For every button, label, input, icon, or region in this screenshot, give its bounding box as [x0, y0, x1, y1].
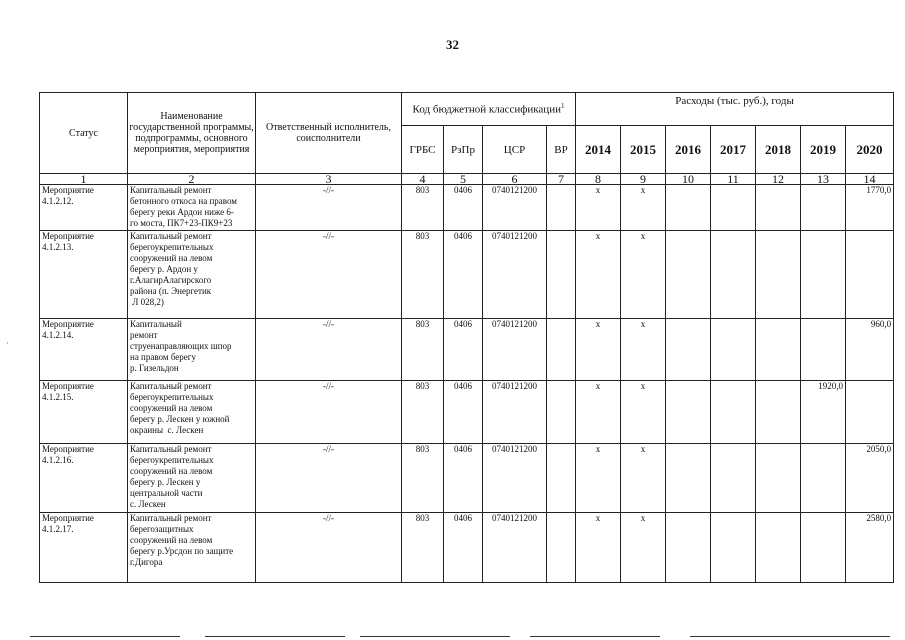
bottom-rule — [360, 636, 510, 637]
year-2016-cell — [666, 381, 711, 444]
status-line: 4.1.2.14. — [42, 330, 74, 340]
name-line: берегоукрепительных — [130, 392, 214, 402]
status-line: 4.1.2.13. — [42, 242, 74, 252]
year-2015-cell: x — [621, 381, 666, 444]
column-number: 5 — [444, 174, 483, 185]
vr-cell — [547, 444, 576, 513]
name-line: берегу р.Урсдон по защите — [130, 546, 234, 556]
executor-cell: -//- — [256, 381, 402, 444]
status-line: Мероприятие — [42, 231, 94, 241]
grbs-cell: 803 — [402, 381, 444, 444]
rzpr-cell: 0406 — [444, 381, 483, 444]
year-2016-cell — [666, 319, 711, 381]
name-line: центральной части — [130, 488, 203, 498]
status-line: 4.1.2.12. — [42, 196, 74, 206]
table-row — [40, 444, 894, 513]
year-2017-cell — [711, 381, 756, 444]
name-line: Капитальный ремонт — [130, 185, 212, 195]
year-2019-cell: 1920,0 — [801, 381, 846, 444]
name-line: р. Гизельдон — [130, 363, 179, 373]
name-line: Капитальный — [130, 319, 182, 329]
header-year-2018: 2018 — [756, 126, 801, 174]
column-number: 10 — [666, 174, 711, 185]
year-2014-cell: x — [576, 381, 621, 444]
name-line: берегозащитных — [130, 524, 194, 534]
year-2016-cell — [666, 185, 711, 231]
column-number: 3 — [256, 174, 402, 185]
table-row — [40, 381, 894, 444]
bottom-rule — [205, 636, 345, 637]
header-year-2020: 2020 — [846, 126, 894, 174]
table-row — [40, 185, 894, 231]
status-line: Мероприятие — [42, 513, 94, 523]
name-line: сооружений на левом — [130, 466, 213, 476]
name-line: Капитальный ремонт — [130, 444, 212, 454]
name-cell — [128, 444, 256, 513]
year-2018-cell — [756, 444, 801, 513]
vr-cell — [547, 381, 576, 444]
year-2019-cell — [801, 231, 846, 319]
bottom-rule — [30, 636, 180, 637]
status-line: Мероприятие — [42, 381, 94, 391]
header-year-2014: 2014 — [576, 126, 621, 174]
column-number: 8 — [576, 174, 621, 185]
scan-mark: · — [6, 338, 9, 348]
year-2014-cell: x — [576, 513, 621, 583]
csr-cell: 0740121200 — [483, 444, 547, 513]
status-line: Мероприятие — [42, 444, 94, 454]
year-2014-cell: x — [576, 231, 621, 319]
column-number: 9 — [621, 174, 666, 185]
column-number: 1 — [40, 174, 128, 185]
name-line: района (п. Энергетик — [130, 286, 212, 296]
year-2018-cell — [756, 319, 801, 381]
bottom-rule — [690, 636, 890, 637]
grbs-cell: 803 — [402, 319, 444, 381]
year-2016-cell — [666, 444, 711, 513]
status-cell — [40, 444, 128, 513]
vr-cell — [547, 231, 576, 319]
year-2014-cell: x — [576, 444, 621, 513]
year-2018-cell — [756, 231, 801, 319]
status-cell — [40, 381, 128, 444]
year-2019-cell — [801, 185, 846, 231]
rzpr-cell: 0406 — [444, 319, 483, 381]
name-cell — [128, 513, 256, 583]
year-2020-cell — [846, 231, 894, 319]
table-row — [40, 319, 894, 381]
vr-cell — [547, 319, 576, 381]
status-cell — [40, 319, 128, 381]
year-2020-cell: 960,0 — [846, 319, 894, 381]
name-line: на правом берегу — [130, 352, 196, 362]
grbs-cell: 803 — [402, 185, 444, 231]
year-2019-cell — [801, 319, 846, 381]
year-2018-cell — [756, 185, 801, 231]
header-budget-code-text: Код бюджетной классификации — [412, 103, 561, 116]
name-line: берегу р. Лескен у южной — [130, 414, 230, 424]
header-status: Статус — [40, 93, 128, 174]
name-cell — [128, 185, 256, 231]
executor-cell: -//- — [256, 231, 402, 319]
csr-cell: 0740121200 — [483, 231, 547, 319]
csr-cell: 0740121200 — [483, 381, 547, 444]
executor-cell: -//- — [256, 444, 402, 513]
name-line: берегу реки Ардон ниже 6- — [130, 207, 234, 217]
year-2015-cell: x — [621, 319, 666, 381]
name-cell — [128, 381, 256, 444]
executor-cell: -//- — [256, 185, 402, 231]
status-line: 4.1.2.17. — [42, 524, 74, 534]
rzpr-cell: 0406 — [444, 444, 483, 513]
year-2016-cell — [666, 231, 711, 319]
column-number: 13 — [801, 174, 846, 185]
header-expenses: Расходы (тыс. руб.), годы — [576, 93, 894, 126]
column-number: 2 — [128, 174, 256, 185]
status-line: 4.1.2.16. — [42, 455, 74, 465]
header-code-vr: ВР — [547, 126, 576, 174]
header-year-2017: 2017 — [711, 126, 756, 174]
year-2019-cell — [801, 444, 846, 513]
csr-cell: 0740121200 — [483, 185, 547, 231]
column-number: 6 — [483, 174, 547, 185]
name-line: Капитальный ремонт — [130, 513, 212, 523]
grbs-cell: 803 — [402, 444, 444, 513]
status-line: 4.1.2.15. — [42, 392, 74, 402]
column-number: 11 — [711, 174, 756, 185]
year-2020-cell: 2050,0 — [846, 444, 894, 513]
year-2020-cell — [846, 381, 894, 444]
header-year-2016: 2016 — [666, 126, 711, 174]
table-row — [40, 231, 894, 319]
header-code-grbs: ГРБС — [402, 126, 444, 174]
status-line: Мероприятие — [42, 185, 94, 195]
column-number-row — [40, 174, 894, 185]
name-line: струенаправляющих шпор — [130, 341, 232, 351]
status-cell — [40, 185, 128, 231]
name-line: окраины с. Лескен — [130, 425, 204, 435]
header-code-rzpr: РзПр — [444, 126, 483, 174]
page-number: 32 — [446, 37, 459, 52]
name-line: бетонного откоса на правом — [130, 196, 238, 206]
header-name: Наименование государственной программы, подпрограммы, основного мероприятия, мероприятия — [128, 93, 256, 174]
name-line: Капитальный ремонт — [130, 231, 212, 241]
year-2015-cell: x — [621, 185, 666, 231]
year-2015-cell: x — [621, 513, 666, 583]
name-line: г.Дигора — [130, 557, 163, 567]
year-2020-cell: 1770,0 — [846, 185, 894, 231]
vr-cell — [547, 185, 576, 231]
year-2015-cell: x — [621, 231, 666, 319]
header-year-2015: 2015 — [621, 126, 666, 174]
column-number: 7 — [547, 174, 576, 185]
name-line: сооружений на левом — [130, 253, 213, 263]
bottom-rule — [530, 636, 660, 637]
status-cell — [40, 231, 128, 319]
status-cell — [40, 513, 128, 583]
vr-cell — [547, 513, 576, 583]
rzpr-cell: 0406 — [444, 185, 483, 231]
name-line: берегу р. Ардон у — [130, 264, 198, 274]
grbs-cell: 803 — [402, 231, 444, 319]
executor-cell: -//- — [256, 319, 402, 381]
name-line: берегоукрепительных — [130, 242, 214, 252]
rzpr-cell: 0406 — [444, 513, 483, 583]
name-cell — [128, 231, 256, 319]
column-number: 14 — [846, 174, 894, 185]
year-2019-cell — [801, 513, 846, 583]
column-number: 12 — [756, 174, 801, 185]
year-2015-cell: x — [621, 444, 666, 513]
table-row — [40, 513, 894, 583]
year-2018-cell — [756, 381, 801, 444]
name-line: сооружений на левом — [130, 403, 213, 413]
year-2017-cell — [711, 513, 756, 583]
header-budget-code — [402, 93, 576, 126]
year-2017-cell — [711, 444, 756, 513]
name-line: Капитальный ремонт — [130, 381, 212, 391]
header-executor: Ответственный исполнитель, соисполнители — [256, 93, 402, 174]
year-2016-cell — [666, 513, 711, 583]
name-line: ремонт — [130, 330, 158, 340]
column-number: 4 — [402, 174, 444, 185]
status-line: Мероприятие — [42, 319, 94, 329]
year-2020-cell: 2580,0 — [846, 513, 894, 583]
name-line: берегу р. Лескен у — [130, 477, 201, 487]
csr-cell: 0740121200 — [483, 513, 547, 583]
header-year-2019: 2019 — [801, 126, 846, 174]
year-2017-cell — [711, 185, 756, 231]
rzpr-cell: 0406 — [444, 231, 483, 319]
name-line: сооружений на левом — [130, 535, 213, 545]
header-budget-code-sup: 1 — [560, 102, 565, 111]
csr-cell: 0740121200 — [483, 319, 547, 381]
header-code-csr: ЦСР — [483, 126, 547, 174]
year-2014-cell: x — [576, 185, 621, 231]
name-line: го моста, ПК7+23-ПК9+23 — [130, 218, 233, 228]
name-cell — [128, 319, 256, 381]
name-line: берегоукрепительных — [130, 455, 214, 465]
year-2014-cell: x — [576, 319, 621, 381]
name-line: с. Лескен — [130, 499, 166, 509]
year-2018-cell — [756, 513, 801, 583]
name-line: г.АлагирАлагирского — [130, 275, 212, 285]
year-2017-cell — [711, 231, 756, 319]
executor-cell: -//- — [256, 513, 402, 583]
grbs-cell: 803 — [402, 513, 444, 583]
year-2017-cell — [711, 319, 756, 381]
name-line: Л 028,2) — [130, 297, 164, 307]
table-body — [40, 185, 894, 583]
budget-table — [39, 92, 894, 583]
